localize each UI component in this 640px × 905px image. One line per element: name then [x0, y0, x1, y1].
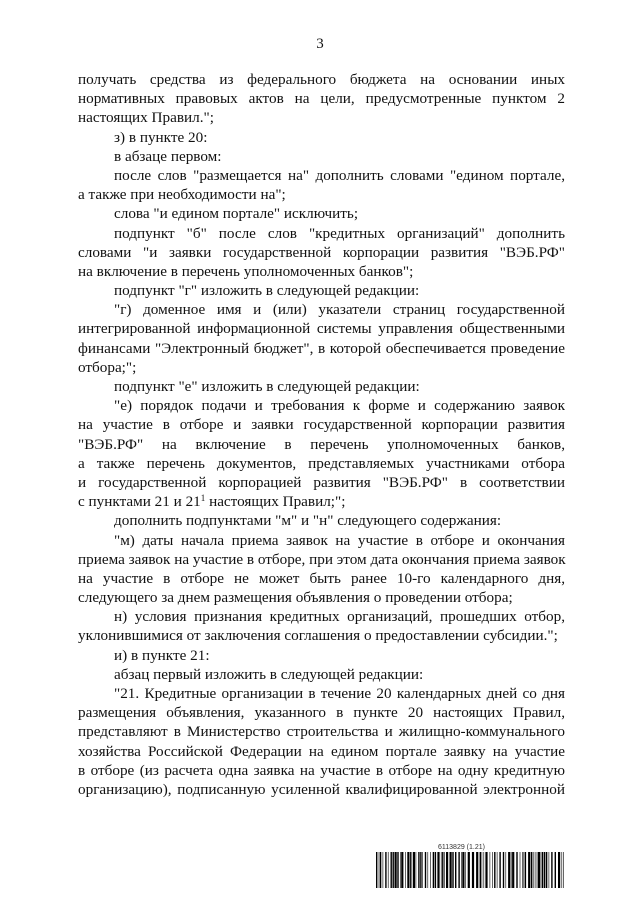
barcode-bar [465, 852, 466, 888]
text-line [78, 626, 565, 645]
text-line [78, 70, 565, 89]
text-line-content: "м) даты начала приема заявок на участие в отборе и окончания [114, 531, 565, 549]
barcode-bar [395, 852, 397, 888]
barcode-bar [455, 852, 456, 888]
text-line-content: "г) доменное имя и (или) указатели страниц государственной [114, 301, 565, 319]
text-line-content: с пунктами 21 и 21 [78, 493, 201, 511]
barcode-bar [435, 852, 436, 888]
barcode-bar [494, 852, 495, 888]
text-line-content: уклонившимися от заключения соглашения о предоставлении субсидии."; [78, 627, 558, 645]
barcode-bar [537, 852, 538, 888]
text-line [78, 665, 565, 684]
document-body [78, 70, 565, 799]
barcode-bar [511, 852, 512, 888]
text-line [78, 281, 565, 300]
text-line-content: словами "и заявки государственной корпорации развития "ВЭБ.РФ" [78, 243, 565, 261]
barcode-bar [450, 852, 452, 888]
barcode-bar [480, 852, 481, 888]
text-line [78, 128, 565, 147]
text-line [78, 89, 565, 108]
barcode-bar [407, 852, 409, 888]
text-line [78, 204, 565, 223]
barcode-bar [541, 852, 542, 888]
barcode-bar [546, 852, 547, 888]
text-line-tail: настоящих Правил;"; [205, 493, 346, 511]
barcode-bar [538, 852, 540, 888]
barcode-bar [397, 852, 398, 888]
text-line [78, 531, 565, 550]
barcode-bar [422, 852, 423, 888]
text-line-content: слова "и едином портале" исключить; [114, 205, 359, 223]
text-line [78, 147, 565, 166]
barcode-bar [401, 852, 403, 888]
text-line-content: на участие в отборе не может быть ранее 10-го календарного дня, [78, 569, 565, 587]
text-line [78, 339, 565, 358]
text-line-content: на включение в перечень уполномоченных банков"; [78, 262, 414, 280]
text-line [78, 454, 565, 473]
text-line [78, 761, 565, 780]
barcode-bar [441, 852, 442, 888]
barcode-bar [555, 852, 556, 888]
barcode [376, 852, 568, 888]
document-code: 6113829 (1.21) [438, 844, 485, 851]
text-line-content: абзац первый изложить в следующей редакции: [114, 665, 424, 683]
text-line [78, 684, 565, 703]
text-line-content: "е) порядок подачи и требования к форме и содержанию заявок [114, 397, 565, 415]
text-line-content: в отборе (из расчета одна заявка на участие в отборе на одну кредитную [78, 761, 565, 779]
text-line [78, 703, 565, 722]
barcode-bar [484, 852, 485, 888]
text-line-content: а также перечень документов, представляемых участниками отбора [78, 454, 565, 472]
barcode-bar [485, 852, 487, 888]
text-line [78, 224, 565, 243]
barcode-bar [522, 852, 523, 888]
barcode-bar [503, 852, 504, 888]
barcode-bar [428, 852, 429, 888]
barcode-bar [416, 852, 417, 888]
barcode-bar [420, 852, 421, 888]
text-line-content: и) в пункте 21: [114, 646, 210, 664]
text-line-content: дополнить подпунктами "м" и "н" следующего содержания: [114, 512, 502, 530]
barcode-bar [379, 852, 380, 888]
text-line-content: получать средства из федерального бюджета на основании иных [78, 71, 565, 88]
text-line-content: "ВЭБ.РФ" на включение в перечень уполномоченных банков, [78, 435, 565, 453]
text-line [78, 722, 565, 741]
text-line-content: хозяйства Российской Федерации на едином портале заявку на участие [78, 742, 565, 760]
text-line [78, 358, 565, 377]
barcode-bar [542, 852, 543, 888]
barcode-bar [433, 852, 434, 888]
barcode-bar [446, 852, 448, 888]
barcode-bar [462, 852, 464, 888]
text-line-content: а также при необходимости на"; [78, 186, 286, 204]
barcode-bar [525, 852, 526, 888]
barcode-bar [376, 852, 377, 888]
barcode-bar [452, 852, 453, 888]
text-line [78, 569, 565, 588]
barcode-bar [388, 852, 389, 888]
text-line-content: подпункт "г" изложить в следующей редакции: [114, 282, 420, 300]
text-line [78, 780, 565, 799]
text-line [78, 166, 565, 185]
barcode-bar [461, 852, 462, 888]
barcode-bar [524, 852, 525, 888]
barcode-bar [476, 852, 478, 888]
text-line [78, 300, 565, 319]
text-line-content: настоящих Правил."; [78, 109, 214, 127]
text-line-content: з) в пункте 20: [114, 128, 208, 146]
barcode-bar [413, 852, 415, 888]
barcode-bar [490, 852, 491, 888]
barcode-bar [393, 852, 394, 888]
text-line [78, 377, 565, 396]
text-line-content: интегрированной информационной системы управления общественными [78, 320, 565, 338]
barcode-bar [499, 852, 500, 888]
barcode-bar [544, 852, 545, 888]
text-line [78, 435, 565, 454]
barcode-bar [551, 852, 552, 888]
barcode-bar [405, 852, 406, 888]
text-line-content: представляют в Министерство строительства и жилищно-коммунального [78, 723, 565, 741]
text-line [78, 742, 565, 761]
text-line [78, 607, 565, 626]
barcode-bar [418, 852, 419, 888]
text-line-content: размещения объявления, указанного в пункте 20 настоящих Правил, [78, 704, 565, 722]
barcode-bar [437, 852, 439, 888]
text-line-content: н) условия признания кредитных организаций, прошедших отбор, [114, 608, 565, 626]
barcode-bar [549, 852, 550, 888]
barcode-bar [385, 852, 386, 888]
text-line [78, 396, 565, 415]
text-line-content: подпункт "е" изложить в следующей редакции: [114, 378, 420, 395]
barcode-bar [516, 852, 517, 888]
barcode-bar [528, 852, 530, 888]
page-number: 3 [316, 36, 324, 52]
text-line [78, 473, 565, 492]
text-line [78, 646, 565, 665]
barcode-bar [508, 852, 510, 888]
barcode-bar [531, 852, 532, 888]
barcode-bar [444, 852, 445, 888]
barcode-bar [391, 852, 392, 888]
barcode-bar [380, 852, 381, 888]
barcode-bar [425, 852, 426, 888]
text-line-content: на участие в отборе и заявки государственной корпорации развития [78, 416, 565, 434]
text-line-content: организацию), подписанную усиленной квалифицированной электронной [78, 780, 565, 798]
text-line [78, 243, 565, 262]
barcode-bar [400, 852, 401, 888]
text-line-content: приема заявок на участие в отборе, при этом дата окончания приема заявок [78, 550, 566, 568]
superscript: 1 [200, 493, 206, 504]
barcode-bar [558, 852, 560, 888]
barcode-bar [492, 852, 493, 888]
barcode-bar [506, 852, 507, 888]
barcode-bar [533, 852, 534, 888]
barcode-bar [497, 852, 498, 888]
text-line-content: нормативных правовых актов на цели, предусмотренные пунктом 2 [78, 90, 565, 108]
text-line-content: в абзаце первом: [114, 147, 222, 165]
text-line [78, 511, 565, 530]
text-line-content: и государственной корпорацией развития "ВЭБ.РФ" в соответствии [78, 473, 565, 491]
text-line-content: отбора;"; [78, 358, 137, 376]
text-line [78, 588, 565, 607]
text-line-content: финансами "Электронный бюджет", в которой обеспечивается проведение [78, 339, 565, 357]
text-line-content: следующего за днем размещения объявления о проведении отбора; [78, 589, 513, 607]
text-line [78, 415, 565, 434]
barcode-bar [468, 852, 470, 888]
text-line [78, 492, 565, 511]
barcode-bar [562, 852, 563, 888]
barcode-bar [458, 852, 459, 888]
barcode-bar [535, 852, 536, 888]
barcode-bar [520, 852, 521, 888]
barcode-bar [442, 852, 443, 888]
text-line [78, 108, 565, 127]
barcode-bar [512, 852, 514, 888]
text-line-content: после слов "размещается на" дополнить словами "едином портале, [114, 166, 565, 184]
barcode-bar [430, 852, 431, 888]
barcode-bar [472, 852, 474, 888]
barcode-bar [383, 852, 384, 888]
barcode-bar [482, 852, 483, 888]
text-line-content: "21. Кредитные организации в течение 20 календарных дней со дня [114, 685, 565, 702]
text-line-content: подпункт "б" после слов "кредитных организаций" дополнить [114, 224, 565, 242]
barcode-bar [410, 852, 411, 888]
text-line [78, 185, 565, 204]
barcode-bar [563, 852, 564, 888]
text-line [78, 550, 565, 569]
text-line [78, 319, 565, 338]
text-line [78, 262, 565, 281]
